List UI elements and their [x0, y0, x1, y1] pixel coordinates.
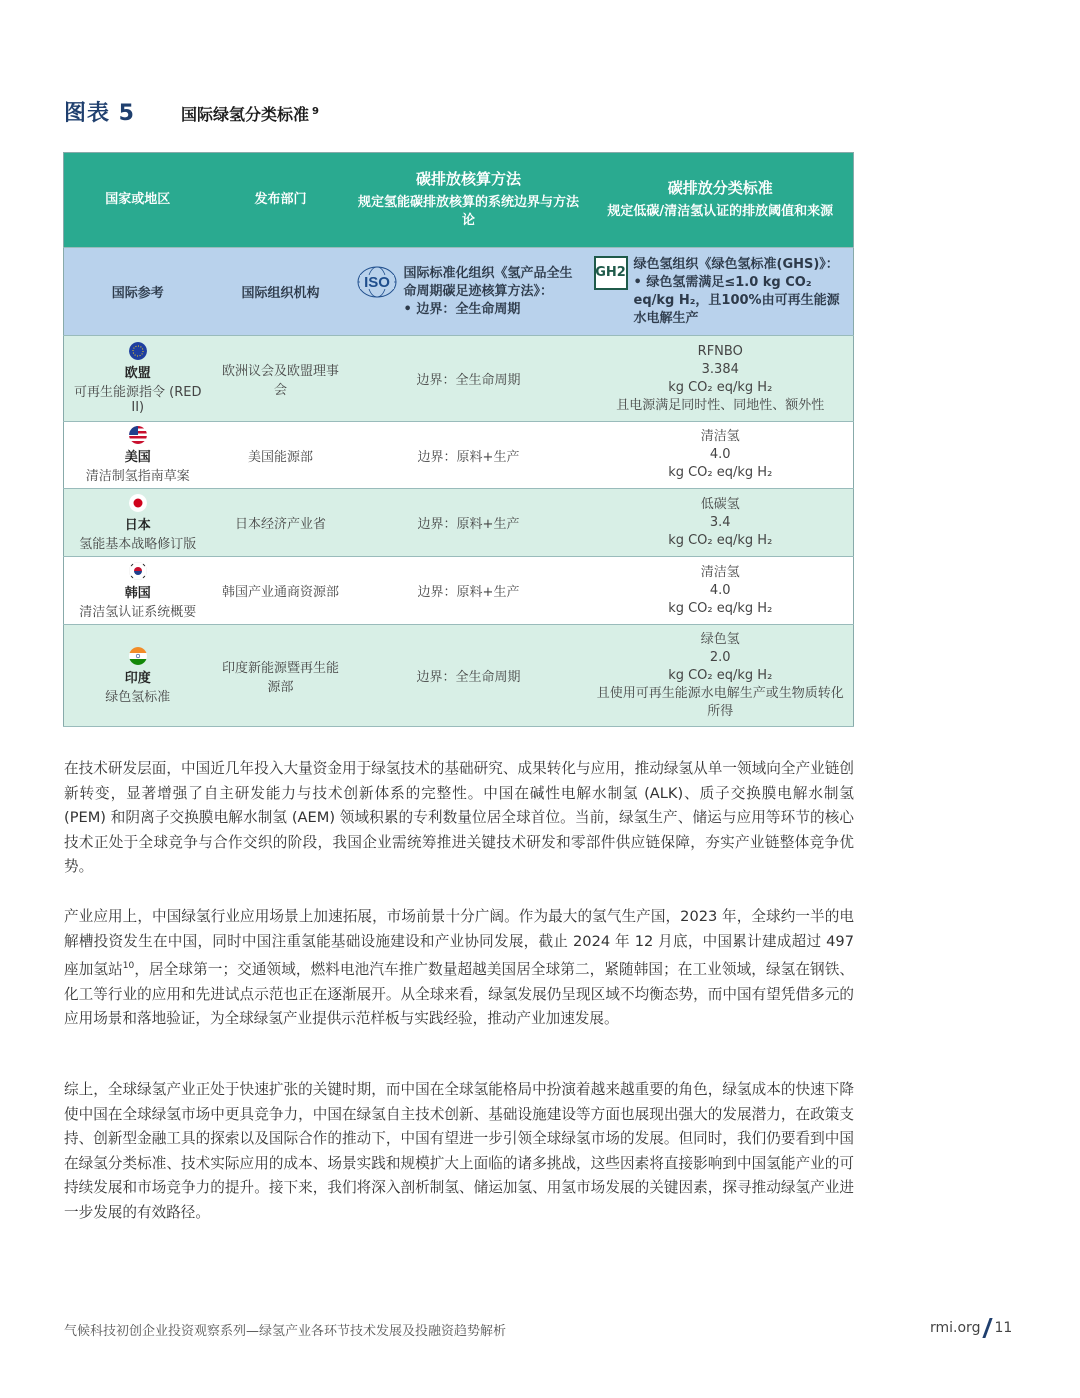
boundary: 边界：原料+生产 [350, 422, 588, 489]
header-standard: 碳排放分类标准 规定低碳/清洁氢认证的排放阈值和来源 [588, 153, 854, 248]
page-number: 11 [994, 1320, 1013, 1336]
iso-logo-icon [356, 265, 398, 299]
table-header-row [64, 153, 854, 248]
table-row [64, 489, 854, 557]
boundary: 边界：全生命周期 [350, 625, 588, 727]
dept: 美国能源部 [212, 422, 350, 489]
gh2-text: 绿色氢组织《绿色氢标准(GHS)》： [633, 256, 839, 272]
footer-page [930, 1318, 1012, 1338]
boundary: 边界：全生命周期 [350, 336, 588, 422]
reference-row [64, 248, 854, 336]
figure-label: 图表 5 [64, 101, 135, 126]
svg-text:ISO: ISO [363, 273, 390, 291]
reference-region: 国际参考 [64, 248, 212, 336]
green-hydrogen-standards-table [63, 152, 854, 727]
reference-org: 国际组织机构 [212, 248, 350, 336]
region-doc: 清洁制氢指南草案 [85, 469, 190, 484]
paragraph-application: 产业应用上，中国绿氢行业应用场景上加速拓展，市场前景十分广阔。作为最大的氢气生产国，2023 年，全球约一半的电解槽投资发生在中国，同时中国注重氢能基础设施建设和产业协同发展，截止 2024 年 12 月底，中国累计建成超过 497 座加氢站$^{10}$，居全球第一；交通领域，燃料电池汽车推广数量超越美国居全球第二，紧随韩国；在工业领域，绿氢在钢铁、化工等行业的应用和先进试点示范也正在逐渐展开。从全球来看，绿氢发展仍呈现区域不均衡态势，而中国有望凭借多元的应用场景和落地验证，为全球绿氢产业提供示范样板与实践经验，推动产业加速发展。 [64, 908, 854, 1028]
paragraph-summary: 综上，全球绿氢产业正处于快速扩张的关键时期，而中国在全球氢能格局中扮演着越来越重要的角色，绿氢成本的快速下降使中国在全球绿氢市场中更具竞争力，中国在绿氢自主技术创新、基础设施建设等方面也展现出强大的发展潜力，在政策支持、创新型金融工具的探索以及国际合作的推动下，中国有望进一步引领全球绿氢市场的发展。但同时，我们仍要看到中国在绿氢分类标准、技术实际应用的成本、场景实践和规模扩大上面临的诸多挑战，这些因素将直接影响到中国氢能产业的可持续发展和市场竞争力的提升。接下来，我们将深入剖析制氢、储运加氢、用氢市场发展的关键因素，探寻推动绿氢产业进一步发展的有效路径。 [64, 1081, 854, 1221]
standard: RFNBO 3.384 kg CO₂ eq/kg H₂ 且电源满足同时性、同地性、额外性 [588, 336, 854, 422]
header-region: 国家或地区 [64, 153, 212, 248]
region-doc: 氢能基本战略修订版 [79, 536, 197, 552]
standard: 低碳氢 3.4 kg CO₂ eq/kg H₂ [588, 489, 854, 557]
header-dept: 发布部门 [212, 153, 350, 248]
figure-heading [64, 96, 319, 127]
iso-text: 国际标准化组织《氢产品全生命周期碳足迹核算方法》： [403, 265, 573, 299]
header-method: 碳排放核算方法 规定氢能碳排放核算的系统边界与方法论 [350, 153, 588, 248]
table-row [64, 625, 854, 727]
table-row [64, 422, 854, 489]
region-doc: 绿色氢标准 [105, 689, 171, 705]
boundary: 边界：原料+生产 [350, 489, 588, 557]
table-row [64, 336, 854, 422]
region-doc: 可再生能源指令 (RED II) [74, 385, 202, 415]
dept: 日本经济产业省 [212, 489, 350, 557]
standard: 清洁氢 4.0 kg CO₂ eq/kg H₂ [588, 557, 854, 625]
standard: 绿色氢 2.0 kg CO₂ eq/kg H₂ 且使用可再生能源水电解生产或生物质转化所得 [588, 625, 854, 727]
footer-site: rmi.org [930, 1320, 981, 1336]
iso-bullet: • 边界：全生命周期 [403, 301, 521, 317]
dept: 印度新能源暨再生能源部 [212, 625, 350, 727]
iso-reference [356, 265, 582, 319]
gh2-logo-icon: GH2 [594, 256, 628, 290]
region-name: 欧盟 [124, 366, 151, 381]
japan-flag-icon [129, 494, 147, 512]
gh2-reference [594, 256, 848, 328]
table-row [64, 557, 854, 625]
boundary: 边界：原料+生产 [350, 557, 588, 625]
dept: 欧洲议会及欧盟理事会 [212, 336, 350, 422]
dept: 韩国产业通商资源部 [212, 557, 350, 625]
india-flag-icon [129, 647, 147, 665]
slash-divider-icon [983, 1318, 993, 1338]
us-flag-icon [129, 426, 147, 444]
region-doc: 清洁氢认证系统概要 [79, 604, 197, 620]
region-name: 印度 [124, 670, 151, 686]
standard: 清洁氢 4.0 kg CO₂ eq/kg H₂ [588, 422, 854, 489]
footer-series-title: 气候科技初创企业投资观察系列—绿氢产业各环节技术发展及投融资趋势解析 [64, 1324, 507, 1339]
region-name: 美国 [124, 450, 151, 465]
figure-title: 国际绿氢分类标准 $^9$ [180, 105, 319, 124]
region-name: 韩国 [124, 585, 151, 601]
gh2-bullet: • 绿色氢需满足≤1.0 kg CO₂ eq/kg H₂，且100%由可再生能源水电解生产 [633, 274, 840, 326]
eu-flag-icon [129, 342, 147, 360]
korea-flag-icon [129, 562, 147, 580]
paragraph-rd: 在技术研发层面，中国近几年投入大量资金用于绿氢技术的基础研究、成果转化与应用，推动绿氢从单一领域向全产业链创新转变，显著增强了自主研发能力与技术创新体系的完整性。中国在碱性电解水制氢 (ALK)、质子交换膜电解水制氢 (PEM) 和阴离子交换膜电解水制氢 (AEM) 领域积累的专利数量位居全球首位。当前，绿氢生产、储运与应用等环节的核心技术正处于全球竞争与合作交织的阶段，我国企业需统筹推进关键技术研发和零部件供应链保障，夯实产业链整体竞争优势。 [64, 760, 854, 876]
region-name: 日本 [124, 517, 151, 533]
